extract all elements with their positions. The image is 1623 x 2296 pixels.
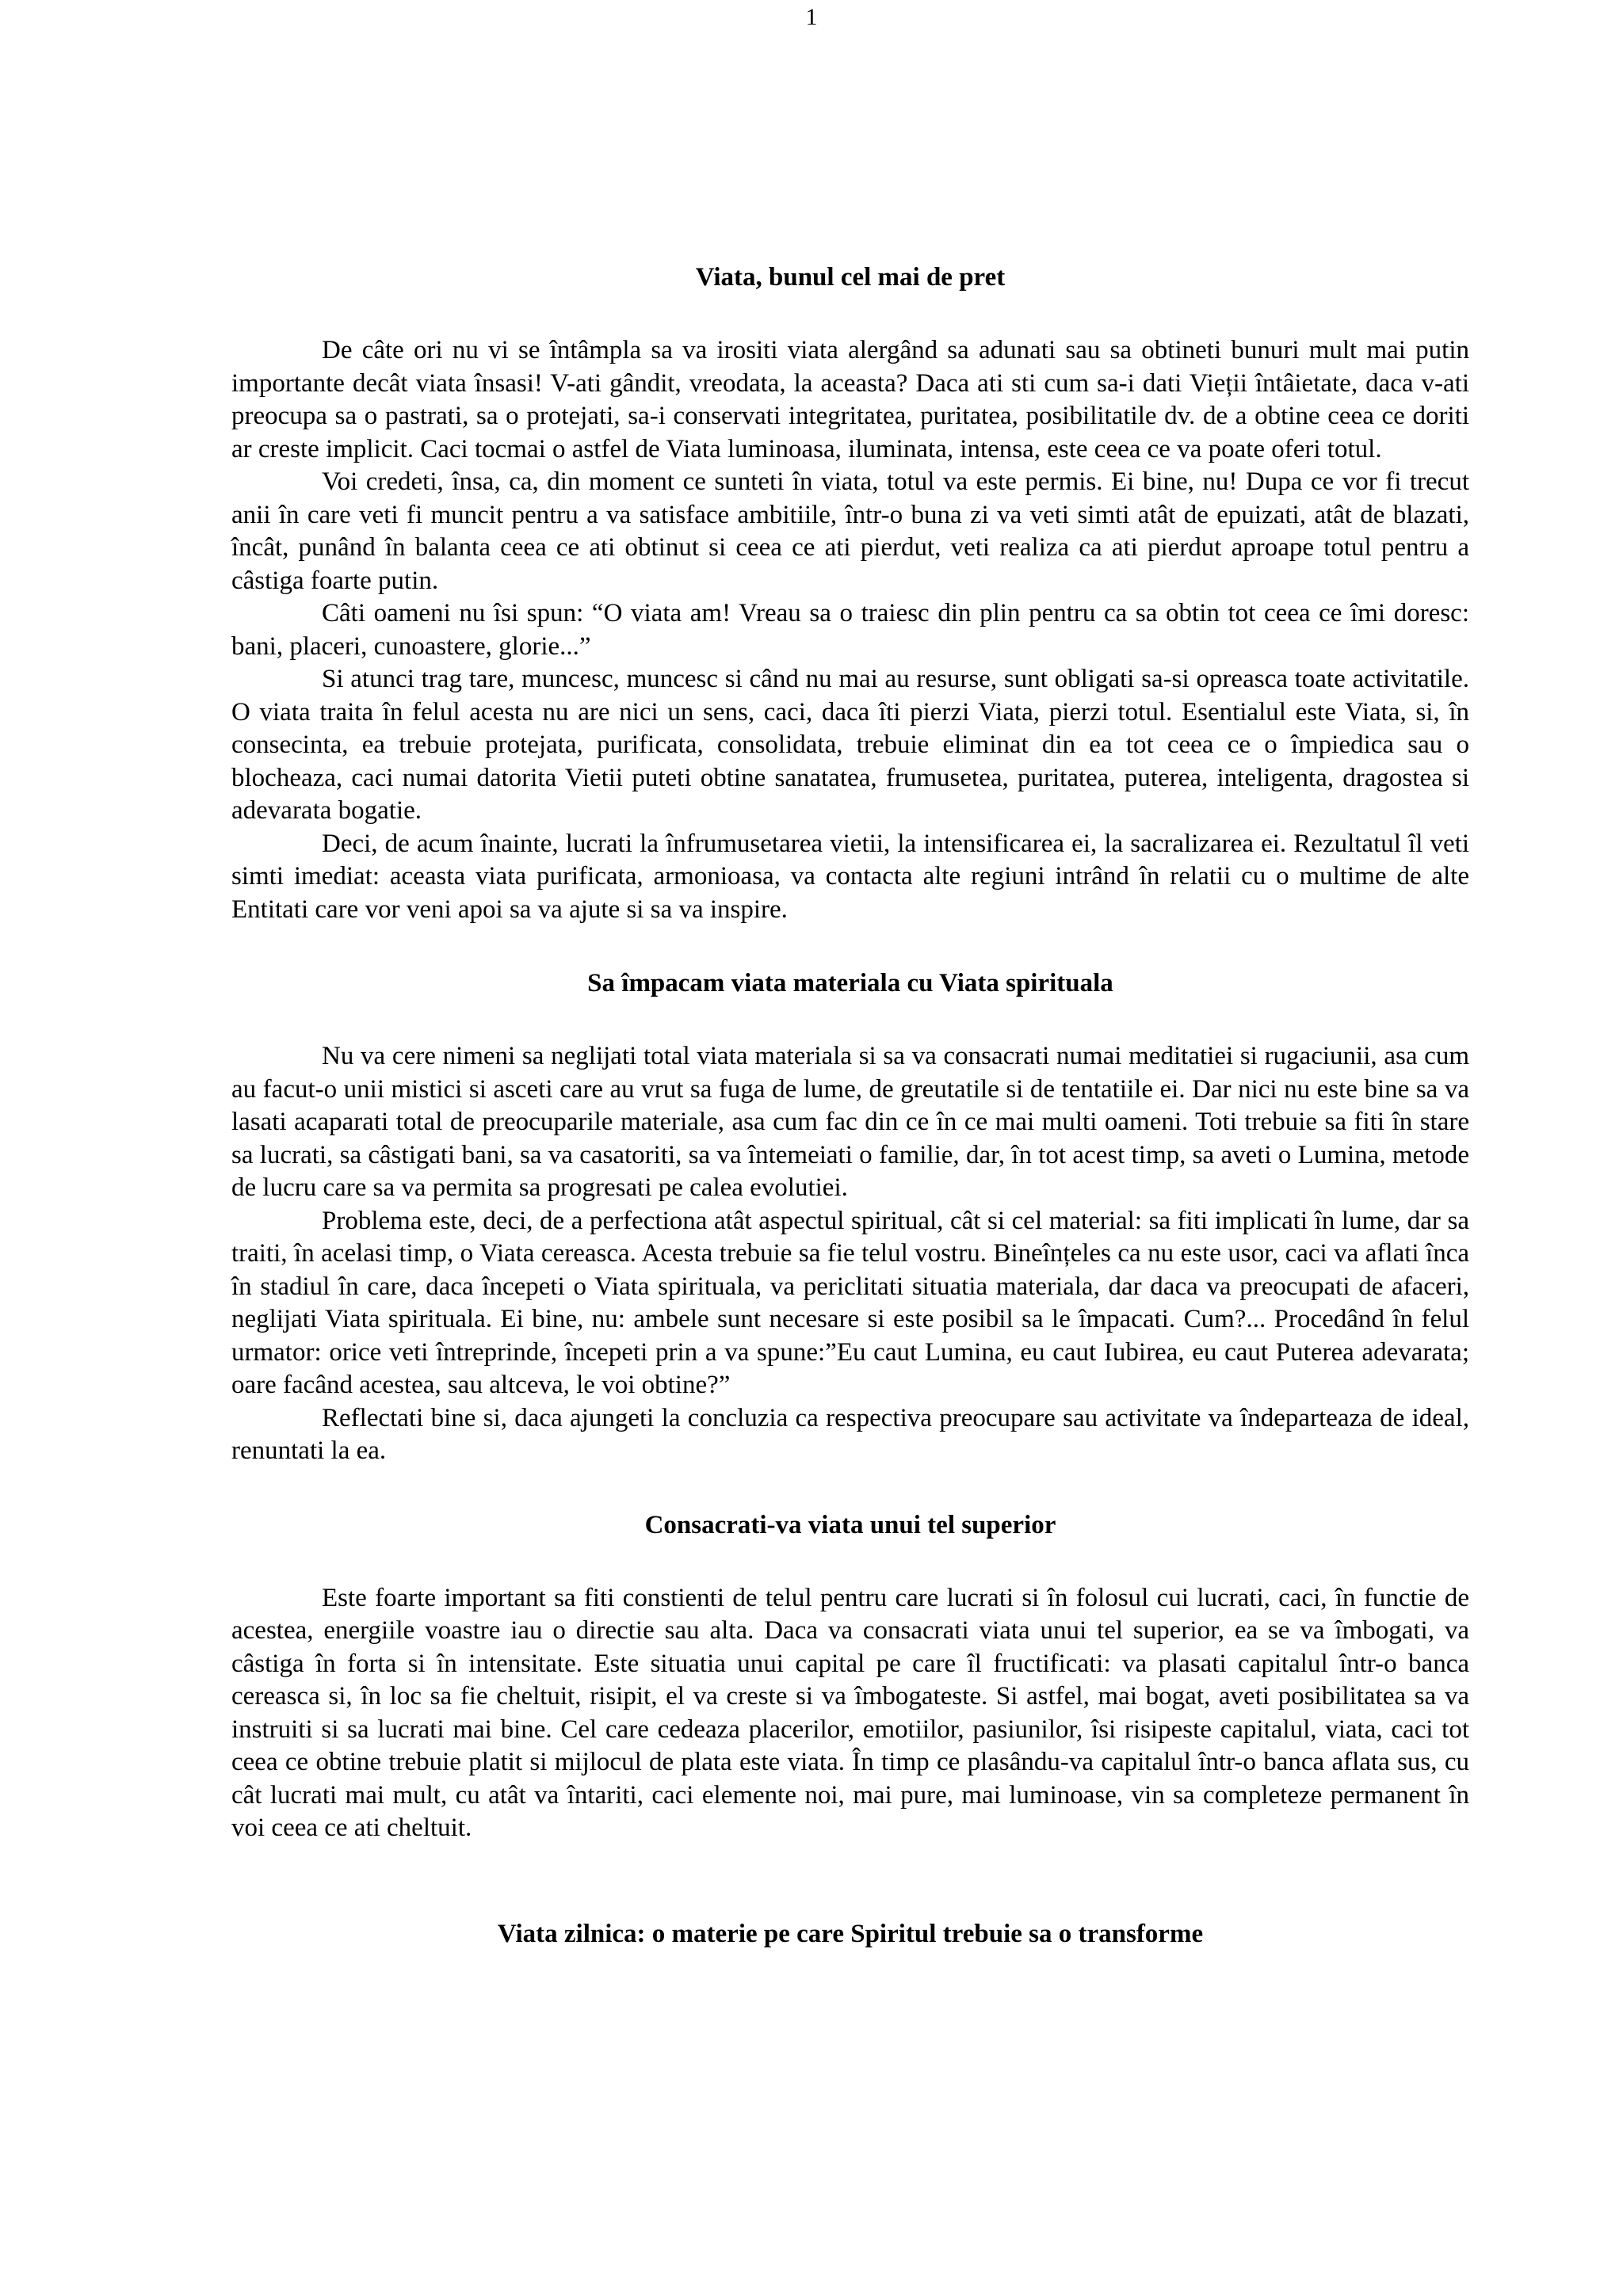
paragraph: Deci, de acum înainte, lucrati la înfrumusetarea vietii, la intensificarea ei, la sacralizarea ei. Rezultatul îl veti simti imediat: aceasta viata purificata, armonioasa, va contacta alte regiuni intrând în relatii cu o multime de alte Entitati care vor veni apoi sa va ajute si sa va inspire. <box>231 829 1469 924</box>
heading-spacer <box>231 999 1469 1040</box>
section-spacer <box>231 1845 1469 1918</box>
section-title-4: Viata zilnica: o materie pe care Spiritul trebuie sa o transforme <box>497 1919 1204 1948</box>
paragraph: Câti oameni nu îsi spun: “O viata am! Vreau sa o traiesc din plin pentru ca sa obtin tot ceea ce îmi doresc: bani, placeri, cunoastere, glorie...” <box>231 599 1469 661</box>
document-body <box>231 261 1469 1950</box>
paragraph: Reflectati bine si, daca ajungeti la concluzia ca respectiva preocupare sau activitate va îndeparteaza de ideal, renuntati la ea. <box>231 1403 1469 1465</box>
section-title-3: Consacrati-va viata unui tel superior <box>644 1510 1056 1539</box>
page-number: 1 <box>805 4 818 30</box>
section-spacer <box>231 926 1469 967</box>
paragraph: Nu va cere nimeni sa neglijati total viata materiala si sa va consacrati numai meditatiei si rugaciunii, asa cum au facut-o unii mistici si asceti care au vrut sa fuga de lume, de greutatile si de tentatiile ei. Dar nici nu este bine sa va lasati acaparati total de preocuparile materiale, asa cum fac din ce în ce mai multi oameni. Toti trebuie sa fiti în stare sa lucrati, sa câstigati bani, sa va casatoriti, sa va întemeiati o familie, dar, în tot acest timp, sa aveti o Lumina, metode de lucru care sa va permita sa progresati pe calea evolutiei. <box>231 1042 1469 1202</box>
paragraph: De câte ori nu vi se întâmpla sa va irositi viata alergând sa adunati sau sa obtineti bunuri mult mai putin importante decât viata însasi! V-ati gândit, vreodata, la aceasta? Daca ati sti cum sa-i dati Vieții întâietate, daca v-ati preocupa sa o pastrati, sa o protejati, sa-i conservati integritatea, puritatea, posibilitatile dv. de a obtine ceea ce doriti ar creste implicit. Caci tocmai o astfel de Viata luminoasa, iluminata, intensa, este ceea ce va poate oferi totul. <box>231 336 1469 463</box>
section-spacer <box>231 1468 1469 1509</box>
paragraph: Problema este, deci, de a perfectiona atât aspectul spiritual, cât si cel material: sa fiti implicati în lume, dar sa traiti, în acelasi timp, o Viata cereasca. Acesta trebuie sa fie telul vostru. Bineînțeles ca nu este usor, caci va aflati înca în stadiul în care, daca începeti o Viata spirituala, va periclitati situatia materiala, dar daca va preocupati de afaceri, neglijati Viata spirituala. Ei bine, nu: ambele sunt necesare si este posibil sa le împacati. Cum?... Procedând în felul urmator: orice veti întreprinde, începeti prin a va spune:”Eu caut Lumina, eu caut Iubirea, eu caut Puterea adevarata; oare facând acestea, sau altceva, le voi obtine?” <box>231 1206 1469 1399</box>
section-title-2: Sa împacam viata materiala cu Viata spirituala <box>587 969 1113 997</box>
section-title-1: Viata, bunul cel mai de pret <box>695 263 1006 292</box>
paragraph: Voi credeti, însa, ca, din moment ce sunteti în viata, totul va este permis. Ei bine, nu! Dupa ce vor fi trecut anii în care veti fi muncit pentru a va satisface ambitiile, într-o buna zi va veti simti atât de epuizati, atât de blazati, încât, punând în balanta ceea ce ati obtinut si ceea ce ati pierdut, veti realiza ca ati pierdut aproape totul pentru a câstiga foarte putin. <box>231 467 1469 595</box>
paragraph: Si atunci trag tare, muncesc, muncesc si când nu mai au resurse, sunt obligati sa-si opreasca toate activitatile. O viata traita în felul acesta nu are nici un sens, caci, daca îti pierzi Viata, pierzi totul. Esentialul este Viata, si, în consecinta, ea trebuie protejata, purificata, consolidata, trebuie eliminat din ea tot ceea ce o împiedica sau o blocheaza, caci numai datorita Vietii puteti obtine sanatatea, frumusetea, puritatea, puterea, inteligenta, dragostea si adevarata bogatie. <box>231 665 1469 825</box>
paragraph: Este foarte important sa fiti constienti de telul pentru care lucrati si în folosul cui lucrati, caci, în functie de acestea, energiile voastre iau o directie sau alta. Daca va consacrati viata unui tel superior, ea se va îmbogati, va câstiga în forta si în intensitate. Este situatia unui capital pe care îl fructificati: va plasati capitalul într-o banca cereasca si, în loc sa fie cheltuit, risipit, el va creste si va îmbogateste. Si astfel, mai bogat, aveti posibilitatea sa va instruiti si sa lucrati mai bine. Cel care cedeaza placerilor, emotiilor, pasiunilor, îsi risipeste capitalul, viata, caci tot ceea ce obtine trebuie platit si mijlocul de plata este viata. În timp ce plasându-va capitalul într-o banca aflata sus, cu cât lucrati mai mult, cu atât va întariti, caci elemente noi, mai pure, mai luminoase, vin sa completeze permanent în voi ceea ce ati cheltuit. <box>231 1583 1469 1842</box>
heading-spacer <box>231 1541 1469 1582</box>
